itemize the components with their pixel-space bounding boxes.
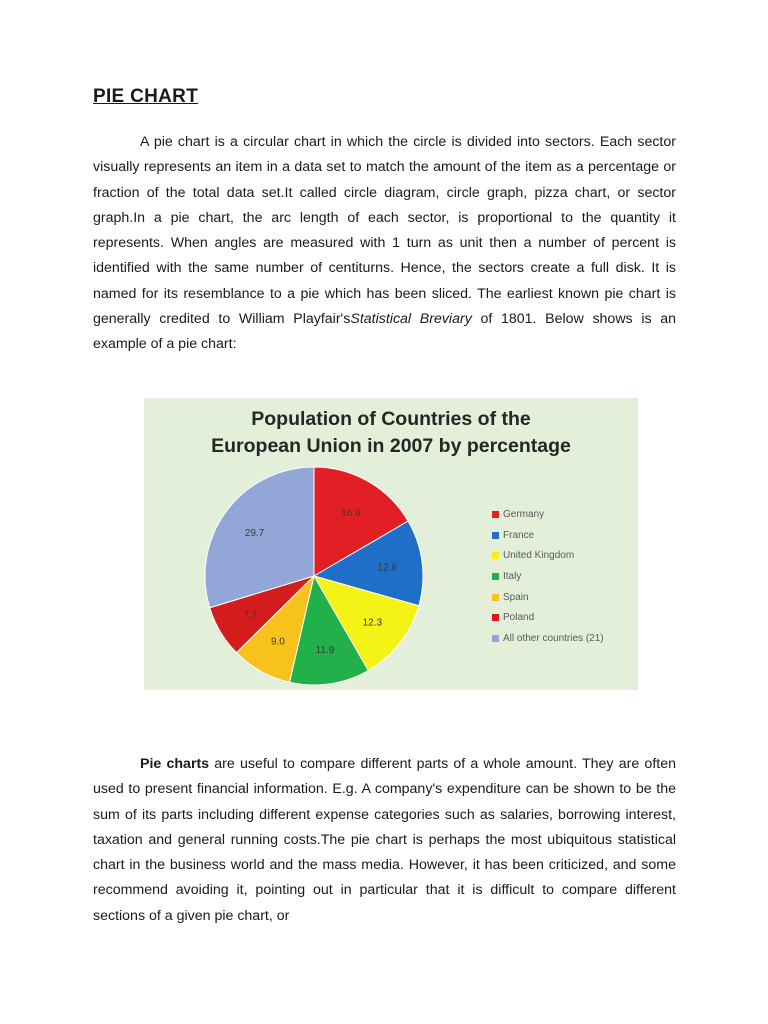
- intro-italic-title: Statistical Breviary: [350, 311, 472, 328]
- legend-swatch: [492, 635, 499, 642]
- chart-legend: [492, 504, 604, 649]
- pie-slice-label: 12.3: [362, 617, 383, 629]
- legend-swatch: [492, 573, 499, 580]
- legend-label: Poland: [503, 612, 535, 624]
- legend-item: [492, 566, 604, 587]
- legend-item: [492, 504, 604, 525]
- page-title: PIE CHART: [93, 86, 199, 107]
- legend-swatch: [492, 532, 499, 539]
- chart-title: [144, 406, 638, 460]
- usage-paragraph: [93, 752, 676, 929]
- legend-swatch: [492, 552, 499, 559]
- chart-title-line-2: European Union in 2007 by percentage: [211, 435, 571, 457]
- legend-swatch: [492, 614, 499, 621]
- pie-slice-label: 16.6: [341, 507, 361, 519]
- usage-text: are useful to compare different parts of a whole amount. They are often used to present financial information. E.g. A company's expenditure can be shown to be the sum of its parts including different expense categories such as salaries, borrowing interest, taxation and general running costs.The pie chart is perhaps the most ubiquitous statistical chart in the business world and the mass media. However, it has been criticized, and some recommend avoiding it, pointing out in particular that it is difficult to compare different sections of a given pie chart, or: [93, 756, 676, 924]
- pie-chart-figure: [144, 398, 638, 690]
- legend-label: All other countries (21): [503, 632, 604, 644]
- legend-label: Spain: [503, 591, 529, 603]
- pie-slice-label: 12.8: [377, 562, 398, 574]
- legend-swatch: [492, 511, 499, 518]
- legend-label: Germany: [503, 508, 545, 520]
- legend-label: France: [503, 529, 535, 541]
- legend-label: Italy: [503, 570, 522, 582]
- legend-item: [492, 587, 604, 608]
- intro-paragraph: [93, 130, 676, 358]
- legend-item: [492, 545, 604, 566]
- legend-swatch: [492, 594, 499, 601]
- intro-text: A pie chart is a circular chart in which the circle is divided into sectors. Each sector visually represents an item in a data set to match the amount of the item as a percentage or fraction of the total data set.It called circle diagram, circle graph, pizza chart, or sector graph.In a pie chart, the arc length of each sector, is proportional to the quantity it represents. When angles are measured with 1 turn as unit then a number of percent is identified with the same number of centiturns. Hence, the sectors create a full disk. It is named for its resemblance to a pie which has been sliced. The earliest known pie chart is generally credited to William Playfair's: [93, 134, 676, 328]
- pie-slice-label: 7.7: [243, 609, 258, 621]
- legend-item: [492, 628, 604, 649]
- usage-bold-term: Pie charts: [140, 756, 210, 772]
- legend-label: United Kingdom: [503, 550, 575, 562]
- legend-item: [492, 525, 604, 546]
- pie-slice-label: 9.0: [270, 636, 285, 648]
- pie-slice-label: 11.9: [315, 645, 335, 657]
- pie-slice-label: 29.7: [244, 527, 265, 539]
- legend-item: [492, 607, 604, 628]
- intro-text-end: of 1801. Below shows is an example of a pie chart:: [93, 311, 677, 353]
- chart-title-line-1: Population of Countries of the: [251, 408, 531, 430]
